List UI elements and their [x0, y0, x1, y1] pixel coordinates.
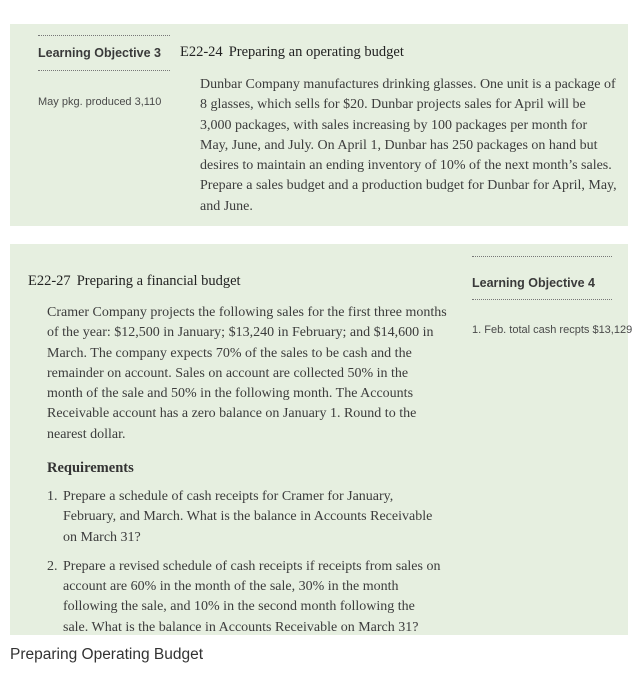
requirement-text: Prepare a schedule of cash receipts for Cramer for January, February, and March. What is the balance in Accounts Receivable on March 31? — [63, 489, 433, 545]
exercise-body: Cramer Company projects the following sales for the first three months of the year: $12,500 in January; $13,240 in February; and $14,600 in March. The company expects 70% of the sales to be cash and the remainder on account. Sales on account are collected 50% in the month of the sale and 50% in the following month. The Accounts Receivable account has a zero balance on January 1. Round to the nearest dollar. — [47, 305, 447, 442]
divider — [38, 35, 170, 36]
divider — [472, 299, 612, 300]
exercise-number: E22-27 — [28, 273, 71, 289]
exercise-heading: Preparing an operating budget — [228, 44, 404, 60]
answer-hint: May pkg. produced 3,110 — [38, 96, 162, 108]
learning-objective-label: Learning Objective 3 — [38, 46, 161, 60]
answer-hint: 1. Feb. total cash recpts $13,129 — [472, 324, 633, 336]
exercise-heading: Preparing a financial budget — [76, 273, 241, 289]
exercise-number: E22-24 — [180, 44, 223, 60]
requirements-list — [47, 487, 442, 647]
requirement-text: Prepare a revised schedule of cash receipts if receipts from sales on account are 60% in the month of the sale, 30% in the month following the sale, and 10% in the second month following the sale. What is the balance in Accounts Receivable on March 31? — [63, 558, 441, 635]
exercise-body: Dunbar Company manufactures drinking glasses. One unit is a package of 8 glasses, which sells for $20. Dunbar projects sales for April will be 3,000 packages, with sales increasing by 100 packages per month for May, June, and July. On April 1, Dunbar has 250 packages on hand but desires to maintain an ending inventory of 10% of the next month’s sales. Prepare a sales budget and a production budget for Dunbar for April, May, and June. — [200, 77, 617, 214]
divider — [38, 70, 170, 71]
exercise-title — [28, 273, 241, 290]
exercise-e22-27-panel — [10, 244, 633, 635]
requirement-item — [47, 557, 442, 638]
requirements-heading: Requirements — [47, 460, 134, 476]
image-caption: Preparing Operating Budget — [10, 646, 204, 663]
learning-objective-label: Learning Objective 4 — [472, 276, 595, 290]
exercise-title — [180, 44, 404, 61]
requirement-item — [47, 487, 442, 548]
requirement-number: 2. — [47, 558, 58, 574]
divider — [472, 256, 612, 257]
exercise-e22-24-panel — [10, 24, 628, 226]
requirement-number: 1. — [47, 489, 58, 504]
